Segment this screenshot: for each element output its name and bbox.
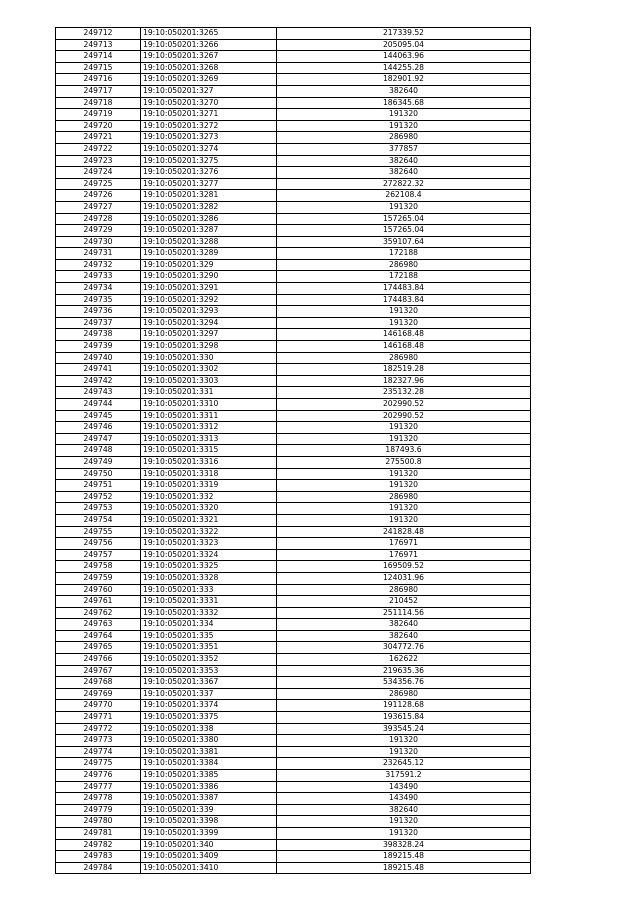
cadastral-number-cell: 19:10:050201:3316 bbox=[141, 456, 277, 468]
amount-cell: 157265.04 bbox=[277, 225, 531, 237]
cadastral-number-cell: 19:10:050201:3320 bbox=[141, 503, 277, 515]
cadastral-number-cell: 19:10:050201:329 bbox=[141, 259, 277, 271]
amount-cell: 191320 bbox=[277, 480, 531, 492]
table-row bbox=[56, 538, 531, 550]
table-row bbox=[56, 74, 531, 86]
amount-cell: 191320 bbox=[277, 120, 531, 132]
table-row bbox=[56, 514, 531, 526]
amount-cell: 534356.76 bbox=[277, 677, 531, 689]
amount-cell: 272822.32 bbox=[277, 178, 531, 190]
amount-cell: 202990.52 bbox=[277, 399, 531, 411]
amount-cell: 191320 bbox=[277, 514, 531, 526]
amount-cell: 232645.12 bbox=[277, 758, 531, 770]
table-row bbox=[56, 306, 531, 318]
amount-cell: 286980 bbox=[277, 352, 531, 364]
cadastral-number-cell: 19:10:050201:3267 bbox=[141, 51, 277, 63]
row-number-cell: 249719 bbox=[56, 109, 141, 121]
table-row bbox=[56, 642, 531, 654]
row-number-cell: 249747 bbox=[56, 433, 141, 445]
row-number-cell: 249745 bbox=[56, 410, 141, 422]
row-number-cell: 249782 bbox=[56, 839, 141, 851]
row-number-cell: 249769 bbox=[56, 688, 141, 700]
row-number-cell: 249770 bbox=[56, 700, 141, 712]
row-number-cell: 249749 bbox=[56, 456, 141, 468]
table-row bbox=[56, 190, 531, 202]
row-number-cell: 249726 bbox=[56, 190, 141, 202]
table-row bbox=[56, 329, 531, 341]
table-row bbox=[56, 619, 531, 631]
table-row bbox=[56, 654, 531, 666]
table-row bbox=[56, 364, 531, 376]
cadastral-number-cell: 19:10:050201:340 bbox=[141, 839, 277, 851]
row-number-cell: 249723 bbox=[56, 155, 141, 167]
row-number-cell: 249742 bbox=[56, 375, 141, 387]
table-row bbox=[56, 236, 531, 248]
row-number-cell: 249784 bbox=[56, 862, 141, 874]
cadastral-number-cell: 19:10:050201:3399 bbox=[141, 827, 277, 839]
cadastral-number-cell: 19:10:050201:3319 bbox=[141, 480, 277, 492]
amount-cell: 251114.56 bbox=[277, 607, 531, 619]
cadastral-number-cell: 19:10:050201:3380 bbox=[141, 735, 277, 747]
row-number-cell: 249777 bbox=[56, 781, 141, 793]
amount-cell: 169509.52 bbox=[277, 561, 531, 573]
cadastral-number-cell: 19:10:050201:3374 bbox=[141, 700, 277, 712]
cadastral-number-cell: 19:10:050201:3302 bbox=[141, 364, 277, 376]
table-row bbox=[56, 120, 531, 132]
table-row bbox=[56, 596, 531, 608]
row-number-cell: 249752 bbox=[56, 491, 141, 503]
table-row bbox=[56, 584, 531, 596]
row-number-cell: 249760 bbox=[56, 584, 141, 596]
amount-cell: 191320 bbox=[277, 468, 531, 480]
row-number-cell: 249736 bbox=[56, 306, 141, 318]
table-row bbox=[56, 862, 531, 874]
cadastral-number-cell: 19:10:050201:3313 bbox=[141, 433, 277, 445]
amount-cell: 176971 bbox=[277, 549, 531, 561]
amount-cell: 217339.52 bbox=[277, 28, 531, 40]
table-row bbox=[56, 468, 531, 480]
cadastral-number-cell: 19:10:050201:3310 bbox=[141, 399, 277, 411]
row-number-cell: 249753 bbox=[56, 503, 141, 515]
amount-cell: 172188 bbox=[277, 271, 531, 283]
amount-cell: 143490 bbox=[277, 781, 531, 793]
cadastral-number-cell: 19:10:050201:3381 bbox=[141, 746, 277, 758]
cadastral-number-cell: 19:10:050201:3282 bbox=[141, 201, 277, 213]
row-number-cell: 249783 bbox=[56, 851, 141, 863]
amount-cell: 189215.48 bbox=[277, 862, 531, 874]
row-number-cell: 249743 bbox=[56, 387, 141, 399]
cadastral-number-cell: 19:10:050201:3321 bbox=[141, 514, 277, 526]
table-row bbox=[56, 341, 531, 353]
table-row bbox=[56, 317, 531, 329]
table-row bbox=[56, 352, 531, 364]
amount-cell: 205095.04 bbox=[277, 39, 531, 51]
row-number-cell: 249739 bbox=[56, 341, 141, 353]
table-row bbox=[56, 143, 531, 155]
cadastral-number-cell: 19:10:050201:3384 bbox=[141, 758, 277, 770]
row-number-cell: 249727 bbox=[56, 201, 141, 213]
amount-cell: 382640 bbox=[277, 167, 531, 179]
cadastral-number-cell: 19:10:050201:3291 bbox=[141, 283, 277, 295]
row-number-cell: 249762 bbox=[56, 607, 141, 619]
cadastral-number-cell: 19:10:050201:3272 bbox=[141, 120, 277, 132]
amount-cell: 286980 bbox=[277, 688, 531, 700]
amount-cell: 191320 bbox=[277, 317, 531, 329]
table-row bbox=[56, 109, 531, 121]
table-row bbox=[56, 178, 531, 190]
amount-cell: 186345.68 bbox=[277, 97, 531, 109]
amount-cell: 189215.48 bbox=[277, 851, 531, 863]
cadastral-number-cell: 19:10:050201:339 bbox=[141, 804, 277, 816]
cadastral-number-cell: 19:10:050201:3398 bbox=[141, 816, 277, 828]
row-number-cell: 249765 bbox=[56, 642, 141, 654]
table-row bbox=[56, 445, 531, 457]
row-number-cell: 249724 bbox=[56, 167, 141, 179]
table-row bbox=[56, 85, 531, 97]
row-number-cell: 249746 bbox=[56, 422, 141, 434]
cadastral-number-cell: 19:10:050201:327 bbox=[141, 85, 277, 97]
table-row bbox=[56, 410, 531, 422]
cadastral-number-cell: 19:10:050201:3266 bbox=[141, 39, 277, 51]
amount-cell: 210452 bbox=[277, 596, 531, 608]
row-number-cell: 249757 bbox=[56, 549, 141, 561]
amount-cell: 191320 bbox=[277, 735, 531, 747]
table-row bbox=[56, 399, 531, 411]
table-row bbox=[56, 723, 531, 735]
row-number-cell: 249774 bbox=[56, 746, 141, 758]
table-row bbox=[56, 225, 531, 237]
table-row bbox=[56, 503, 531, 515]
cadastral-number-cell: 19:10:050201:3322 bbox=[141, 526, 277, 538]
amount-cell: 191320 bbox=[277, 306, 531, 318]
amount-cell: 182519.28 bbox=[277, 364, 531, 376]
cadastral-number-cell: 19:10:050201:3277 bbox=[141, 178, 277, 190]
table-row bbox=[56, 433, 531, 445]
row-number-cell: 249751 bbox=[56, 480, 141, 492]
cadastral-number-cell: 19:10:050201:3323 bbox=[141, 538, 277, 550]
amount-cell: 304772.76 bbox=[277, 642, 531, 654]
amount-cell: 191320 bbox=[277, 109, 531, 121]
amount-cell: 393545.24 bbox=[277, 723, 531, 735]
table-row bbox=[56, 781, 531, 793]
amount-cell: 176971 bbox=[277, 538, 531, 550]
amount-cell: 191320 bbox=[277, 433, 531, 445]
amount-cell: 182327.96 bbox=[277, 375, 531, 387]
table-row bbox=[56, 283, 531, 295]
table-row bbox=[56, 572, 531, 584]
table-row bbox=[56, 422, 531, 434]
row-number-cell: 249732 bbox=[56, 259, 141, 271]
cadastral-number-cell: 19:10:050201:3276 bbox=[141, 167, 277, 179]
cadastral-number-cell: 19:10:050201:3312 bbox=[141, 422, 277, 434]
table-row bbox=[56, 746, 531, 758]
cadastral-number-cell: 19:10:050201:3387 bbox=[141, 793, 277, 805]
amount-cell: 172188 bbox=[277, 248, 531, 260]
amount-cell: 377857 bbox=[277, 143, 531, 155]
cadastral-number-cell: 19:10:050201:3385 bbox=[141, 770, 277, 782]
cadastral-number-cell: 19:10:050201:338 bbox=[141, 723, 277, 735]
table-row bbox=[56, 677, 531, 689]
amount-cell: 286980 bbox=[277, 584, 531, 596]
cadastral-number-cell: 19:10:050201:3324 bbox=[141, 549, 277, 561]
table-row bbox=[56, 758, 531, 770]
table-row bbox=[56, 480, 531, 492]
row-number-cell: 249712 bbox=[56, 28, 141, 40]
row-number-cell: 249780 bbox=[56, 816, 141, 828]
data-table bbox=[55, 27, 531, 874]
table-row bbox=[56, 28, 531, 40]
table-row bbox=[56, 804, 531, 816]
row-number-cell: 249731 bbox=[56, 248, 141, 260]
row-number-cell: 249776 bbox=[56, 770, 141, 782]
table-row bbox=[56, 375, 531, 387]
table-row bbox=[56, 793, 531, 805]
table-row bbox=[56, 851, 531, 863]
cadastral-number-cell: 19:10:050201:3332 bbox=[141, 607, 277, 619]
cadastral-number-cell: 19:10:050201:3270 bbox=[141, 97, 277, 109]
table-row bbox=[56, 770, 531, 782]
cadastral-number-cell: 19:10:050201:3273 bbox=[141, 132, 277, 144]
cadastral-number-cell: 19:10:050201:335 bbox=[141, 630, 277, 642]
cadastral-number-cell: 19:10:050201:334 bbox=[141, 619, 277, 631]
row-number-cell: 249718 bbox=[56, 97, 141, 109]
table-row bbox=[56, 839, 531, 851]
cadastral-number-cell: 19:10:050201:3274 bbox=[141, 143, 277, 155]
amount-cell: 191320 bbox=[277, 816, 531, 828]
amount-cell: 191320 bbox=[277, 422, 531, 434]
cadastral-number-cell: 19:10:050201:3287 bbox=[141, 225, 277, 237]
table-row bbox=[56, 827, 531, 839]
table-row bbox=[56, 712, 531, 724]
amount-cell: 286980 bbox=[277, 259, 531, 271]
cadastral-number-cell: 19:10:050201:332 bbox=[141, 491, 277, 503]
amount-cell: 262108.4 bbox=[277, 190, 531, 202]
row-number-cell: 249768 bbox=[56, 677, 141, 689]
table-row bbox=[56, 201, 531, 213]
table-row bbox=[56, 607, 531, 619]
row-number-cell: 249740 bbox=[56, 352, 141, 364]
table-row bbox=[56, 213, 531, 225]
row-number-cell: 249767 bbox=[56, 665, 141, 677]
cadastral-number-cell: 19:10:050201:3268 bbox=[141, 62, 277, 74]
amount-cell: 182901.92 bbox=[277, 74, 531, 86]
cadastral-number-cell: 19:10:050201:3298 bbox=[141, 341, 277, 353]
table-body bbox=[56, 28, 531, 874]
row-number-cell: 249761 bbox=[56, 596, 141, 608]
row-number-cell: 249748 bbox=[56, 445, 141, 457]
row-number-cell: 249717 bbox=[56, 85, 141, 97]
row-number-cell: 249713 bbox=[56, 39, 141, 51]
row-number-cell: 249756 bbox=[56, 538, 141, 550]
cadastral-number-cell: 19:10:050201:3315 bbox=[141, 445, 277, 457]
amount-cell: 382640 bbox=[277, 804, 531, 816]
row-number-cell: 249781 bbox=[56, 827, 141, 839]
row-number-cell: 249733 bbox=[56, 271, 141, 283]
row-number-cell: 249758 bbox=[56, 561, 141, 573]
row-number-cell: 249714 bbox=[56, 51, 141, 63]
row-number-cell: 249737 bbox=[56, 317, 141, 329]
cadastral-number-cell: 19:10:050201:3289 bbox=[141, 248, 277, 260]
table-row bbox=[56, 735, 531, 747]
row-number-cell: 249741 bbox=[56, 364, 141, 376]
row-number-cell: 249772 bbox=[56, 723, 141, 735]
table-row bbox=[56, 665, 531, 677]
row-number-cell: 249729 bbox=[56, 225, 141, 237]
row-number-cell: 249778 bbox=[56, 793, 141, 805]
amount-cell: 398328.24 bbox=[277, 839, 531, 851]
cadastral-number-cell: 19:10:050201:3386 bbox=[141, 781, 277, 793]
row-number-cell: 249730 bbox=[56, 236, 141, 248]
cadastral-number-cell: 19:10:050201:3331 bbox=[141, 596, 277, 608]
cadastral-number-cell: 19:10:050201:3410 bbox=[141, 862, 277, 874]
row-number-cell: 249779 bbox=[56, 804, 141, 816]
cadastral-number-cell: 19:10:050201:3375 bbox=[141, 712, 277, 724]
row-number-cell: 249716 bbox=[56, 74, 141, 86]
cadastral-number-cell: 19:10:050201:3281 bbox=[141, 190, 277, 202]
cadastral-number-cell: 19:10:050201:3318 bbox=[141, 468, 277, 480]
row-number-cell: 249721 bbox=[56, 132, 141, 144]
table-row bbox=[56, 491, 531, 503]
amount-cell: 219635.36 bbox=[277, 665, 531, 677]
table-row bbox=[56, 816, 531, 828]
table-row bbox=[56, 39, 531, 51]
row-number-cell: 249738 bbox=[56, 329, 141, 341]
cadastral-number-cell: 19:10:050201:333 bbox=[141, 584, 277, 596]
table-row bbox=[56, 51, 531, 63]
table-row bbox=[56, 387, 531, 399]
cadastral-number-cell: 19:10:050201:3294 bbox=[141, 317, 277, 329]
row-number-cell: 249720 bbox=[56, 120, 141, 132]
amount-cell: 202990.52 bbox=[277, 410, 531, 422]
cadastral-number-cell: 19:10:050201:3409 bbox=[141, 851, 277, 863]
table-row bbox=[56, 248, 531, 260]
amount-cell: 191128.68 bbox=[277, 700, 531, 712]
amount-cell: 235132.28 bbox=[277, 387, 531, 399]
amount-cell: 191320 bbox=[277, 827, 531, 839]
row-number-cell: 249755 bbox=[56, 526, 141, 538]
cadastral-number-cell: 19:10:050201:3353 bbox=[141, 665, 277, 677]
table-row bbox=[56, 62, 531, 74]
row-number-cell: 249735 bbox=[56, 294, 141, 306]
amount-cell: 144255.28 bbox=[277, 62, 531, 74]
cadastral-number-cell: 19:10:050201:3269 bbox=[141, 74, 277, 86]
amount-cell: 124031.96 bbox=[277, 572, 531, 584]
table-row bbox=[56, 688, 531, 700]
cadastral-number-cell: 19:10:050201:3352 bbox=[141, 654, 277, 666]
row-number-cell: 249754 bbox=[56, 514, 141, 526]
cadastral-number-cell: 19:10:050201:3293 bbox=[141, 306, 277, 318]
cadastral-number-cell: 19:10:050201:3288 bbox=[141, 236, 277, 248]
cadastral-number-cell: 19:10:050201:331 bbox=[141, 387, 277, 399]
amount-cell: 191320 bbox=[277, 746, 531, 758]
row-number-cell: 249764 bbox=[56, 630, 141, 642]
table-row bbox=[56, 271, 531, 283]
amount-cell: 191320 bbox=[277, 201, 531, 213]
amount-cell: 174483.84 bbox=[277, 294, 531, 306]
table-row bbox=[56, 456, 531, 468]
amount-cell: 286980 bbox=[277, 491, 531, 503]
table-row bbox=[56, 561, 531, 573]
row-number-cell: 249728 bbox=[56, 213, 141, 225]
document-page bbox=[55, 27, 531, 874]
row-number-cell: 249775 bbox=[56, 758, 141, 770]
amount-cell: 382640 bbox=[277, 619, 531, 631]
cadastral-number-cell: 19:10:050201:330 bbox=[141, 352, 277, 364]
amount-cell: 382640 bbox=[277, 630, 531, 642]
cadastral-number-cell: 19:10:050201:3328 bbox=[141, 572, 277, 584]
amount-cell: 146168.48 bbox=[277, 329, 531, 341]
amount-cell: 146168.48 bbox=[277, 341, 531, 353]
row-number-cell: 249750 bbox=[56, 468, 141, 480]
cadastral-number-cell: 19:10:050201:3275 bbox=[141, 155, 277, 167]
cadastral-number-cell: 19:10:050201:3325 bbox=[141, 561, 277, 573]
cadastral-number-cell: 19:10:050201:337 bbox=[141, 688, 277, 700]
cadastral-number-cell: 19:10:050201:3367 bbox=[141, 677, 277, 689]
table-row bbox=[56, 155, 531, 167]
table-row bbox=[56, 132, 531, 144]
row-number-cell: 249759 bbox=[56, 572, 141, 584]
table-row bbox=[56, 167, 531, 179]
amount-cell: 241828.48 bbox=[277, 526, 531, 538]
row-number-cell: 249715 bbox=[56, 62, 141, 74]
amount-cell: 174483.84 bbox=[277, 283, 531, 295]
row-number-cell: 249722 bbox=[56, 143, 141, 155]
cadastral-number-cell: 19:10:050201:3303 bbox=[141, 375, 277, 387]
amount-cell: 382640 bbox=[277, 85, 531, 97]
row-number-cell: 249725 bbox=[56, 178, 141, 190]
table-row bbox=[56, 526, 531, 538]
table-row bbox=[56, 259, 531, 271]
cadastral-number-cell: 19:10:050201:3351 bbox=[141, 642, 277, 654]
cadastral-number-cell: 19:10:050201:3297 bbox=[141, 329, 277, 341]
amount-cell: 382640 bbox=[277, 155, 531, 167]
amount-cell: 359107.64 bbox=[277, 236, 531, 248]
cadastral-number-cell: 19:10:050201:3265 bbox=[141, 28, 277, 40]
row-number-cell: 249744 bbox=[56, 399, 141, 411]
amount-cell: 193615.84 bbox=[277, 712, 531, 724]
table-row bbox=[56, 294, 531, 306]
table-row bbox=[56, 549, 531, 561]
row-number-cell: 249763 bbox=[56, 619, 141, 631]
cadastral-number-cell: 19:10:050201:3271 bbox=[141, 109, 277, 121]
amount-cell: 286980 bbox=[277, 132, 531, 144]
amount-cell: 187493.6 bbox=[277, 445, 531, 457]
amount-cell: 144063.96 bbox=[277, 51, 531, 63]
cadastral-number-cell: 19:10:050201:3311 bbox=[141, 410, 277, 422]
amount-cell: 157265.04 bbox=[277, 213, 531, 225]
row-number-cell: 249734 bbox=[56, 283, 141, 295]
amount-cell: 143490 bbox=[277, 793, 531, 805]
amount-cell: 191320 bbox=[277, 503, 531, 515]
row-number-cell: 249766 bbox=[56, 654, 141, 666]
amount-cell: 317591.2 bbox=[277, 770, 531, 782]
table-row bbox=[56, 97, 531, 109]
amount-cell: 275500.8 bbox=[277, 456, 531, 468]
cadastral-number-cell: 19:10:050201:3292 bbox=[141, 294, 277, 306]
row-number-cell: 249773 bbox=[56, 735, 141, 747]
cadastral-number-cell: 19:10:050201:3286 bbox=[141, 213, 277, 225]
table-row bbox=[56, 630, 531, 642]
row-number-cell: 249771 bbox=[56, 712, 141, 724]
cadastral-number-cell: 19:10:050201:3290 bbox=[141, 271, 277, 283]
amount-cell: 162622 bbox=[277, 654, 531, 666]
table-row bbox=[56, 700, 531, 712]
